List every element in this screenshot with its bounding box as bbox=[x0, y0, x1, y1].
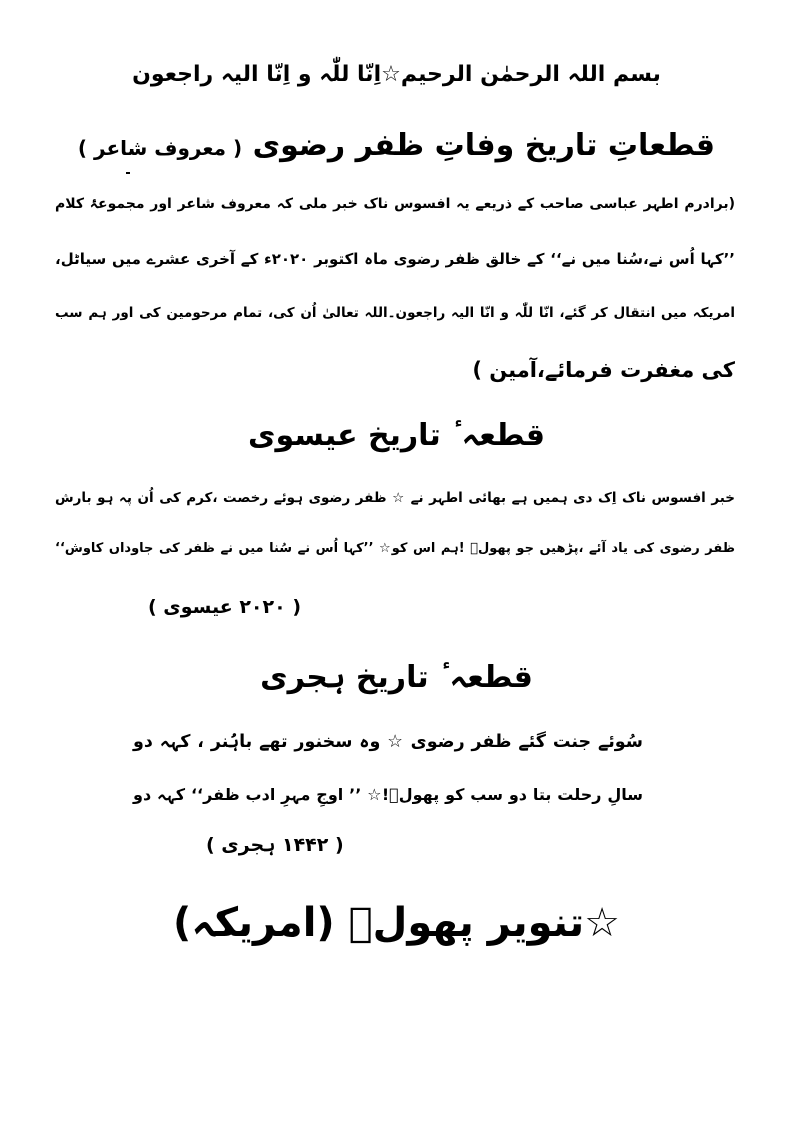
stray-mark bbox=[126, 172, 130, 174]
intro-line-3: امریکہ میں انتقال کر گئے، انّا للّٰہ و انّا الیہ راجعون۔اللہ تعالیٰ اُن کی، تمام مرحومین کی اور ہم سب bbox=[55, 305, 735, 321]
hijri-verse-2: سالِ رحلت بتا دو سب کو پھولؔ!☆ ’’ اوجِ مہرِ ادب ظفر‘‘ کہہ دو bbox=[133, 785, 643, 804]
bismillah-line: بسم اللہ الرحمٰن الرحیم☆اِنّا للّٰہ و اِنّا الیہ راجعون bbox=[132, 62, 661, 87]
intro-line-4: کی مغفرت فرمائے،آمین ) bbox=[472, 358, 735, 382]
isvi-verse-2: ظفر رضوی کی یاد آئے ،پڑھیں جو پھولؔ !ہم اس کو☆ ’’کہا اُس نے سُنا میں نے ظفر کی جاوداں کاوش‘‘ bbox=[55, 541, 735, 556]
hijri-heading: قطعہ ٔ تاریخ ہجری bbox=[260, 660, 533, 695]
isvi-heading: قطعہ ٔ تاریخ عیسوی bbox=[248, 418, 545, 453]
isvi-verse-1: خبر افسوس ناک اِک دی ہمیں ہے بھائی اطہر نے ☆ ظفر رضوی ہوئے رخصت ،کرم کی اُن پہ ہو بارش bbox=[55, 490, 735, 506]
intro-line-1: (برادرم اطہر عباسی صاحب کے ذریعے یہ افسوس ناک خبر ملی کہ معروف شاعر اور مجموعۂ کلام bbox=[55, 196, 735, 212]
intro-line-2: ’’کہا اُس نے،سُنا میں نے‘‘ کے خالق ظفر رضوی ماہ اکتوبر ۲۰۲۰ء کے آخری عشرے میں سیاٹل، bbox=[55, 250, 735, 268]
title-main: قطعاتِ تاریخ وفاتِ ظفر رضوی bbox=[252, 128, 716, 163]
hijri-year: ( ۱۴۴۲ ہجری ) bbox=[206, 834, 344, 856]
author-name: ☆تنویر پھولؔ (امریکہ) bbox=[173, 900, 620, 946]
title-subtitle: ( معروف شاعر ) bbox=[77, 136, 243, 160]
page-title bbox=[0, 128, 793, 163]
hijri-verse-1: سُوئے جنت گئے ظفر رضوی ☆ وہ سخنور تھے باہُنر ، کہہ دو bbox=[133, 732, 643, 752]
isvi-year: ( ۲۰۲۰ عیسوی ) bbox=[148, 596, 302, 618]
